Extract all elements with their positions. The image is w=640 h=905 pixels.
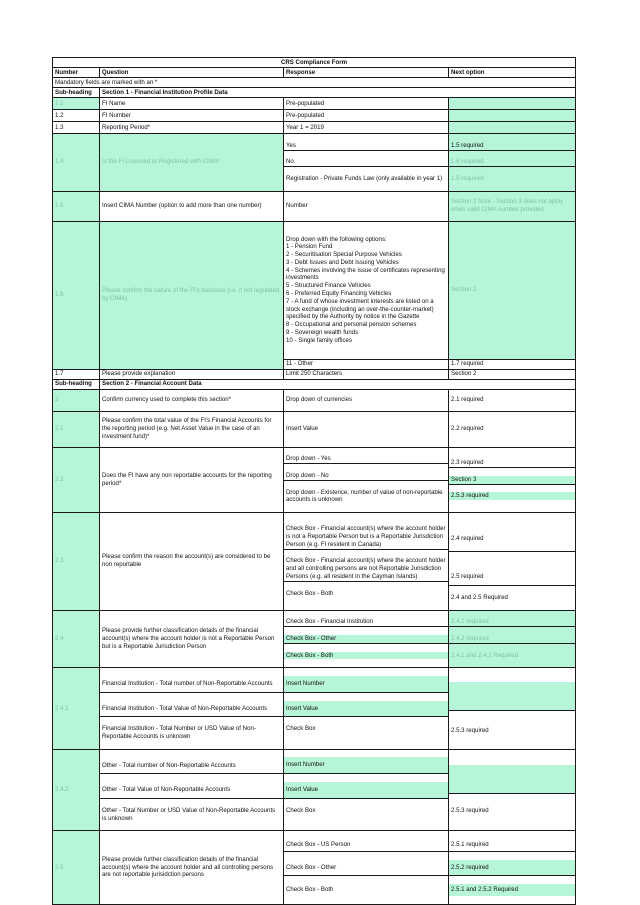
mandatory-note: Mandatory fields are marked with an * (53, 78, 576, 88)
next-2-5-c: 2.5.1 and 2.5.2 Required (449, 884, 575, 896)
row-1-4-response[interactable] (284, 134, 449, 192)
row-2-response[interactable]: Drop down of currencies (284, 389, 449, 411)
checkbox-2-3-both[interactable]: Check Box - Both (286, 589, 334, 597)
option-2-2-no[interactable]: Drop down - No (284, 472, 448, 481)
row-2-number: 2 (53, 389, 100, 411)
row-2-5-question: Please provide further classification details of the financial account(s) where the account holder and all controlling persons are not reportable jurisidction persons (100, 831, 284, 905)
next-2-5-b: 2.5.2 required (449, 860, 575, 877)
header-response: Response (284, 68, 449, 78)
option-private-funds[interactable]: Registration - Private Funds Law (only available in year 1) (286, 174, 443, 182)
row-2-4-2-questions (100, 749, 284, 831)
row-2-3-number: 2.3 (53, 512, 100, 610)
input-2-4-2-number[interactable]: Insert Number (284, 757, 448, 774)
row-2-2-question: Does the FI have any non reportable accounts for the reporting period* (100, 447, 284, 512)
next-2-4-b: 2.4.2 required (449, 635, 575, 644)
row-1-6-question: Please confirm the nature of the FI's business (i.e. if not regulated by CIMA) (100, 221, 284, 369)
q-2-4-2-value: Other - Total Value of Non-Reportable Accounts (100, 782, 283, 799)
q-2-4-2-number: Other - Total number of Non-Reportable Accounts (100, 758, 283, 775)
compliance-table (52, 57, 576, 905)
row-2-1-next: 2.2 required (449, 411, 576, 447)
compliance-sheet (52, 57, 575, 905)
row-1-3-question: Reporting Period* (100, 122, 284, 134)
row-1-6-next: Section 2 (449, 221, 576, 359)
row-1-2-response[interactable]: Pre-populated (284, 110, 449, 122)
row-1-6-response-other[interactable]: 11 - Other (284, 359, 449, 369)
checkbox-2-5-other[interactable]: Check Box - Other (284, 860, 448, 877)
next-2-4-1-blank (449, 682, 575, 711)
checkbox-2-4-fi[interactable]: Check Box - Financial Institution (284, 618, 448, 627)
q-2-4-1-unknown: Financial Institution - Total Number or USD Value of Non-Reportable Accounts is unknown (102, 725, 256, 740)
sub-heading-label-2: Sub-heading (53, 379, 100, 389)
row-1-6-next-other: 1.7 required (449, 359, 576, 369)
row-1-2-next (449, 110, 576, 122)
row-2-4-2-number: 2.4.2 (53, 749, 100, 831)
next-2-3-a: 2.4 required (449, 521, 575, 552)
q-2-4-1-value: Financial Institution - Total Value of Non-Reportable Accounts (100, 701, 283, 718)
checkbox-2-4-2-unknown[interactable]: Check Box (286, 806, 316, 814)
row-2-4-number: 2.4 (53, 610, 100, 668)
q-2-4-2-unknown: Other - Total Number or USD Value of Non-Reportable Accounts is unknown (102, 806, 276, 822)
row-1-5-response[interactable]: Number (284, 191, 449, 221)
row-1-7-response[interactable]: Limit 250 Characters (284, 369, 449, 379)
option-yes[interactable]: Yes (284, 142, 448, 151)
option-2-2-yes[interactable]: Drop down - Yes (284, 455, 448, 464)
row-1-5-number: 1.5 (53, 191, 100, 221)
next-1-4-no: 1.6 required (449, 158, 575, 167)
input-2-4-1-number[interactable]: Insert Number (284, 676, 448, 693)
checkbox-2-4-other[interactable]: Check Box - Other (284, 635, 448, 644)
next-1-4-private: 1.5 required (451, 174, 484, 182)
form-title: CRS Compliance Form (53, 58, 576, 68)
row-1-1-question: FI Name (100, 98, 284, 110)
row-1-5-question: Insert CIMA Number (option to add more than one number) (100, 191, 284, 221)
next-2-4-a: 2.4.1 required (449, 618, 575, 627)
row-2-2-number: 2.2 (53, 447, 100, 512)
input-2-4-1-value[interactable]: Insert Value (284, 701, 448, 718)
row-2-5-response[interactable] (284, 831, 449, 905)
row-2-4-1-number: 2.4.1 (53, 668, 100, 750)
row-2-2-next (449, 447, 576, 512)
next-2-3-b: 2.5 required (449, 559, 575, 586)
next-2-2-no: Section 3 (449, 476, 575, 485)
row-2-4-2-response[interactable] (284, 749, 449, 831)
sub-heading-label: Sub-heading (53, 88, 100, 98)
row-1-1-number: 1.1 (53, 98, 100, 110)
row-2-4-1-questions (100, 668, 284, 750)
row-1-7-question: Please provide explanation (100, 369, 284, 379)
row-1-5-next: Section 2 Note - Section 3 does not apply when valid CIMA number provided (449, 191, 576, 221)
row-2-4-next (449, 610, 576, 668)
row-2-5-number: 2.5 (53, 831, 100, 905)
row-1-4-number: 1.4 (53, 134, 100, 192)
row-1-3-number: 1.3 (53, 122, 100, 134)
row-2-3-question: Please confirm the reason the account(s) are considered to be non reportable (100, 512, 284, 610)
next-2-2-unknown: 2.5.3 required (449, 492, 575, 500)
row-2-1-question: Please confirm the total value of the FI's Financial Accounts for the reporting period (e.g. Net Asset Value in the case of an investment fund)* (100, 411, 284, 447)
checkbox-2-3-not-reportable[interactable]: Check Box - Financial account(s) where the account holder and all controlling persons are not Reportable Jurisdiction Persons (e.g. all resident in the Cayman Islands) (284, 557, 448, 581)
checkbox-2-5-us[interactable]: Check Box - US Person (284, 839, 448, 852)
option-no[interactable]: No (284, 158, 448, 167)
row-1-6-response[interactable]: Drop down with the following options: 1 - Pension Fund 2 - Securitisation Special Purpose Vehicles 3 - Debt Issues and Debt Issuing Vehicles 4 - Schemes involving the issue of certificates representing investments 5 - Structured Finance Vehicles 6 - Preferred Equity Financing Vehicles 7 - A fund of whose investment interests are listed on a stock exchange (including an over-the-counter-market) specified by the Authority by notice in the Gazette 8 - Occupational and personal pension schemes 9 - Sovereign wealth funds 10 - Single family offices (284, 221, 449, 359)
checkbox-2-4-both[interactable]: Check Box - Both (284, 652, 448, 660)
checkbox-2-4-1-unknown[interactable]: Check Box (286, 725, 316, 733)
q-2-4-1-number: Financial Institution - Total number of Non-Reportable Accounts (100, 676, 283, 693)
row-2-4-response[interactable] (284, 610, 449, 668)
row-2-next: 2.1 required (449, 389, 576, 411)
row-2-4-1-response[interactable] (284, 668, 449, 750)
next-2-4-1: 2.5.3 required (451, 726, 489, 734)
row-2-4-2-next (449, 749, 576, 831)
next-1-4-yes: 1.5 required (449, 142, 575, 151)
row-1-3-response[interactable]: Year 1 = 2019 (284, 122, 449, 134)
row-2-4-1-next (449, 668, 576, 750)
checkbox-2-3-reportable-jurisdiction[interactable]: Check Box - Financial account(s) where the account holder is not a Reportable Person but is a Reportable Jurisdiction Person (e.g. FI resident in Canada) (284, 525, 448, 549)
next-2-2-yes: 2.3 required (449, 459, 575, 468)
row-2-5-next (449, 831, 576, 905)
next-2-4-2: 2.5.3 required (451, 807, 489, 815)
row-2-4-question: Please provide further classification details of the financial account(s) where the account holder is not a Reportable Person but is a Reportable Jurisdiction Person (100, 610, 284, 668)
next-2-5-a: 2.5.1 required (449, 839, 575, 852)
row-1-2-question: FI Number (100, 110, 284, 122)
checkbox-2-5-both[interactable]: Check Box - Both (286, 886, 334, 894)
row-1-7-next: Section 2 (449, 369, 576, 379)
row-1-2-number: 1.2 (53, 110, 100, 122)
row-2-3-next (449, 512, 576, 610)
row-1-1-response[interactable]: Pre-populated (284, 98, 449, 110)
row-1-1-next (449, 98, 576, 110)
row-1-4-next (449, 134, 576, 192)
row-1-4-question: Is the FI Licensed or Registered with CIMA* (100, 134, 284, 192)
row-2-1-number: 2.1 (53, 411, 100, 447)
input-2-4-2-value[interactable]: Insert Value (284, 782, 448, 799)
header-number: Number (53, 68, 100, 78)
row-1-6-number: 1.6 (53, 221, 100, 369)
row-1-7-number: 1.7 (53, 369, 100, 379)
next-2-4-c: 2.4.1 and 2.4.2 Required (451, 651, 519, 659)
row-2-3-response[interactable] (284, 512, 449, 610)
section-2-heading: Section 2 - Financial Account Data (100, 379, 576, 389)
section-1-heading: Section 1 - Financial Institution Profile Data (100, 88, 576, 98)
header-next-option: Next option (449, 68, 576, 78)
option-2-2-unknown[interactable]: Drop down - Existence, number of value of non-reportable accounts is unknown (286, 488, 443, 504)
next-2-4-2-blank (449, 765, 575, 794)
row-2-question: Confirm currency used to complete this section* (100, 389, 284, 411)
next-2-3-c: 2.4 and 2.5 Required (451, 593, 508, 601)
row-1-3-next (449, 122, 576, 134)
header-question: Question (100, 68, 284, 78)
row-2-1-response[interactable]: Insert Value (284, 411, 449, 447)
row-2-2-response[interactable] (284, 447, 449, 512)
